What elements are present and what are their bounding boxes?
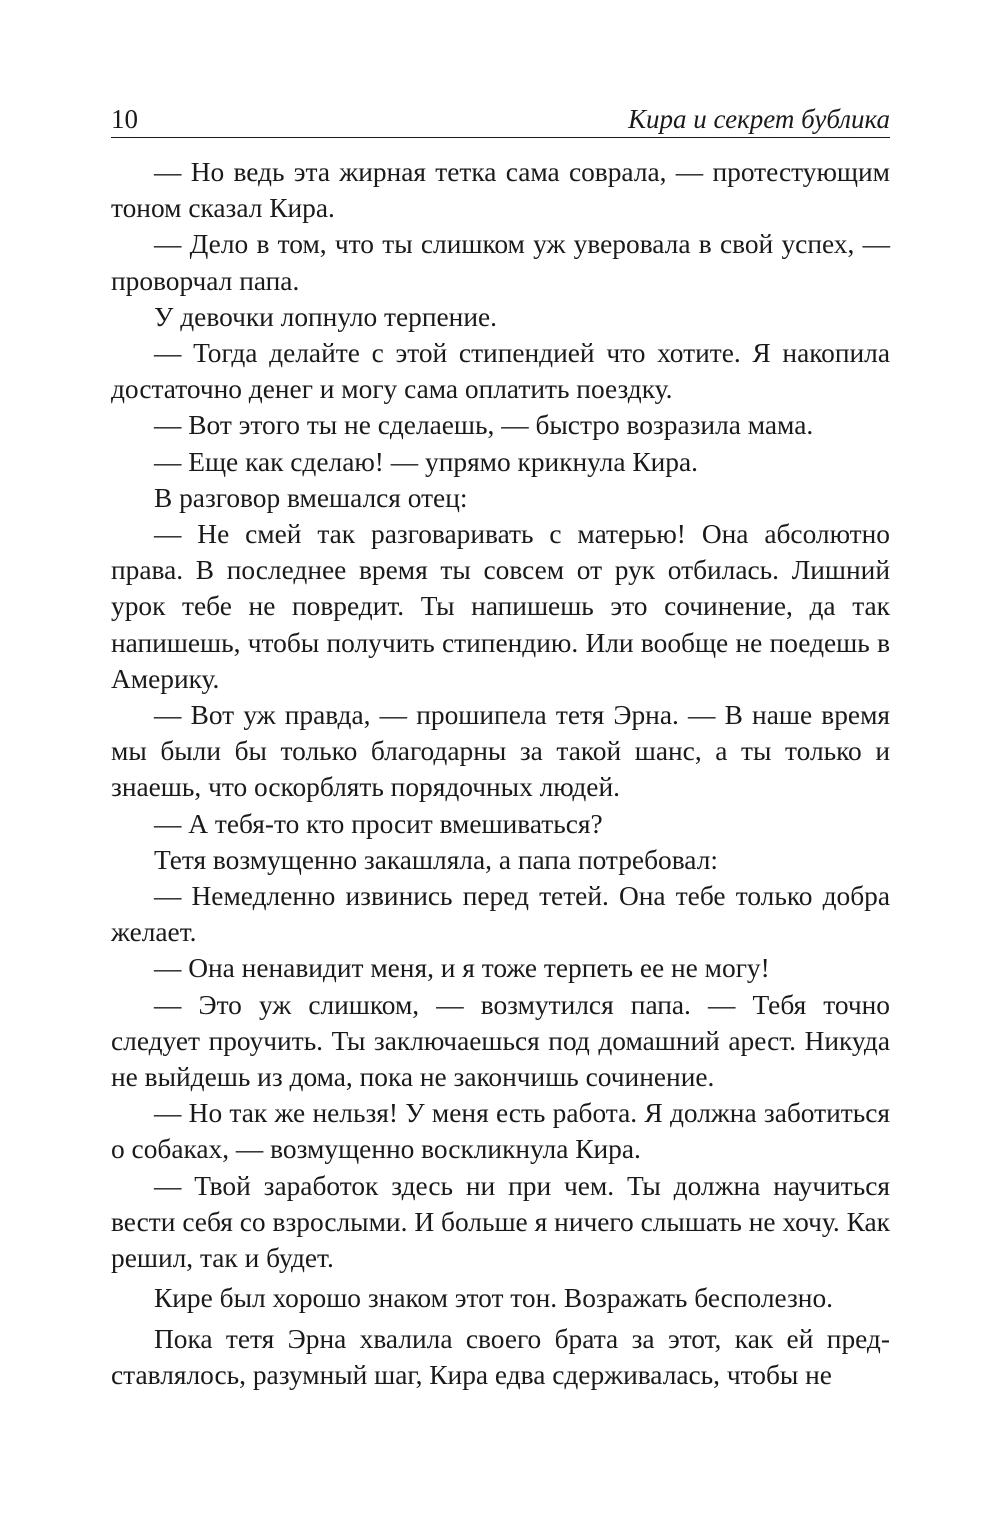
body-text <box>111 154 890 1393</box>
paragraph: — Это уж слишком, — возмутился папа. — Тебя точно следует проучить. Ты заключаешься под домашний арест. Никуда не выйдешь из дома, пока не закончишь сочинение. <box>111 989 890 1093</box>
paragraph: — Не смей так разговаривать с матерью! Она абсолютно права. В последнее время ты совсем от рук отбилась. Лишний урок тебе не повредит. Ты напишешь это сочинение, да так напишешь, чтобы получить стипендию. Или вообще не поедешь в Америку. <box>111 519 890 694</box>
paragraph: — Немедленно извинись перед тетей. Она тебе только добра желает. <box>111 881 890 948</box>
paragraph: — Дело в том, что ты слишком уж уверовала в свой успех, — проворчал папа. <box>111 229 890 296</box>
paragraph: — Вот уж правда, — прошипела тетя Эрна. — В наше время мы были бы только благодарны за такой шанс, а ты только и знаешь, что оскорблять порядочных людей. <box>111 700 890 803</box>
paragraph: У девочки лопнуло терпение. <box>154 301 497 332</box>
paragraph: — А тебя-то кто просит вмешиваться? <box>154 808 603 839</box>
paragraph: — Вот этого ты не сделаешь, — быстро возразила мама. <box>154 410 814 441</box>
paragraph: — Но ведь эта жирная тетка сама соврала, — протестующим тоном сказал Кира. <box>111 157 890 224</box>
book-title: Кира и секрет бублика <box>628 104 890 134</box>
paragraph: — Но так же нельзя! У меня есть работа. Я должна заботиться о собаках, — возмущенно воскликнула Кира. <box>111 1098 890 1165</box>
paragraph: — Она ненавидит меня, и я тоже терпеть ее не могу! <box>154 953 770 984</box>
paragraph: Пока тетя Эрна хвалила своего брата за этот, как ей представлялось, разумный шаг, Кира едва сдерживалась, чтобы не <box>111 1323 890 1390</box>
paragraph: — Еще как сделаю! — упрямо крикнула Кира. <box>154 446 698 477</box>
paragraph: Кире был хорошо знаком этот тон. Возражать бесполезно. <box>154 1283 833 1314</box>
paragraph: В разговор вмешался отец: <box>154 482 468 513</box>
paragraph: — Твой заработок здесь ни при чем. Ты должна научиться вести себя со взрослыми. И больше я ничего слышать не хочу. Как решил, так и будет. <box>111 1170 890 1274</box>
running-header <box>111 102 890 138</box>
paragraph: — Тогда делайте с этой стипендией что хотите. Я накопила достаточно денег и могу сама оплатить поездку. <box>111 338 890 405</box>
page-number: 10 <box>111 104 138 134</box>
paragraph: Тетя возмущенно закашляла, а папа потребовал: <box>154 844 718 875</box>
